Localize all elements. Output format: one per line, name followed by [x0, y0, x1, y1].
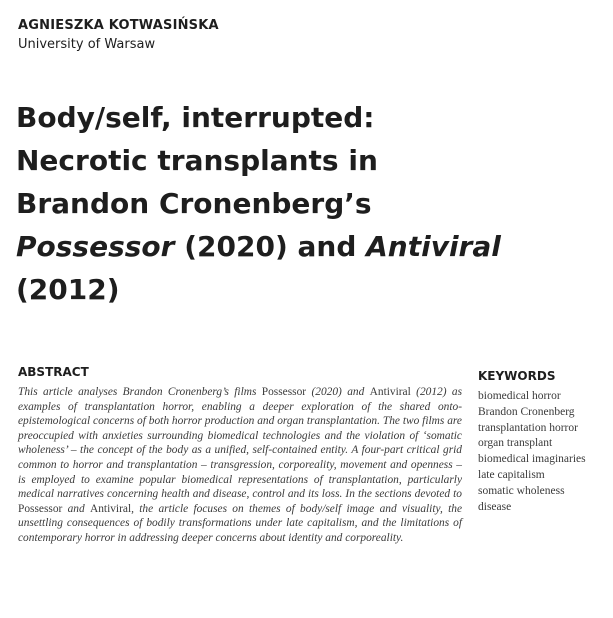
abstract-segment-7: and	[62, 502, 90, 515]
abstract-film-possessor: Possessor	[261, 386, 307, 398]
title-film-antiviral: Antiviral	[366, 230, 501, 263]
keyword-item: late capitalism	[478, 468, 545, 481]
keywords-heading: KEYWORDS	[478, 369, 556, 383]
abstract-segment-1: This article analyses Brandon Cronenberg’s films	[18, 386, 262, 398]
title-line-4	[16, 225, 576, 268]
keyword-item: somatic wholeness	[478, 484, 565, 497]
keyword-item: disease	[478, 500, 512, 513]
abstract-text	[18, 385, 462, 546]
keyword-item: biomedical imaginaries	[478, 453, 586, 466]
author-name: AGNIESZKA KOTWASIŃSKA	[18, 18, 219, 33]
keywords-list	[478, 389, 586, 515]
author-affiliation: University of Warsaw	[18, 37, 156, 52]
title-line-2: Necrotic transplants in	[16, 144, 378, 177]
abstract-segment-3: (2020) and	[306, 386, 370, 398]
title-year-and: (2020) and	[174, 230, 367, 263]
title-line-1: Body/self, interrupted:	[16, 101, 375, 134]
abstract-segment-5: (2012) as examples of transplantation horror, enabling a deeper exploration of the shared onto-epistemological concerns of both horror production and organ transplantation. The two films are preoccupied with anxieties surrounding biomedical technologies and the violation of ‘somatic wholeness’ – the concept of the body as a unified, self-contained entity. A four-part critical grid common to horror and transplantation – transgression, corporeality, movement and openness – is employed to examine popular biomedical representations of transplantation, particularly medical narratives concerning health and disease, control and its loss. In the sections devoted to	[18, 386, 463, 501]
article-title	[16, 96, 576, 311]
title-film-possessor: Possessor	[16, 230, 175, 263]
title-line-3: Brandon Cronenberg’s	[16, 187, 372, 220]
title-line-5: (2012)	[16, 273, 120, 306]
keyword-item: Brandon Cronenberg	[478, 405, 575, 418]
keyword-item: biomedical horror	[478, 390, 561, 402]
keyword-item: organ transplant	[478, 437, 553, 450]
abstract-film-antiviral: Antiviral	[369, 386, 411, 398]
abstract-heading: ABSTRACT	[18, 365, 89, 379]
abstract-film-possessor-2: Possessor	[18, 502, 63, 515]
keyword-item: transplantation horror	[478, 421, 578, 434]
abstract-film-antiviral-2: Antiviral	[89, 502, 132, 515]
abstract-segment-9: , the article focuses on themes of body/self image and visuality, the unsettling consequences of bodily transformations under late capitalism, and the limitations of contemporary horror in addressing deeper concerns about identity and corporeality.	[18, 502, 462, 544]
